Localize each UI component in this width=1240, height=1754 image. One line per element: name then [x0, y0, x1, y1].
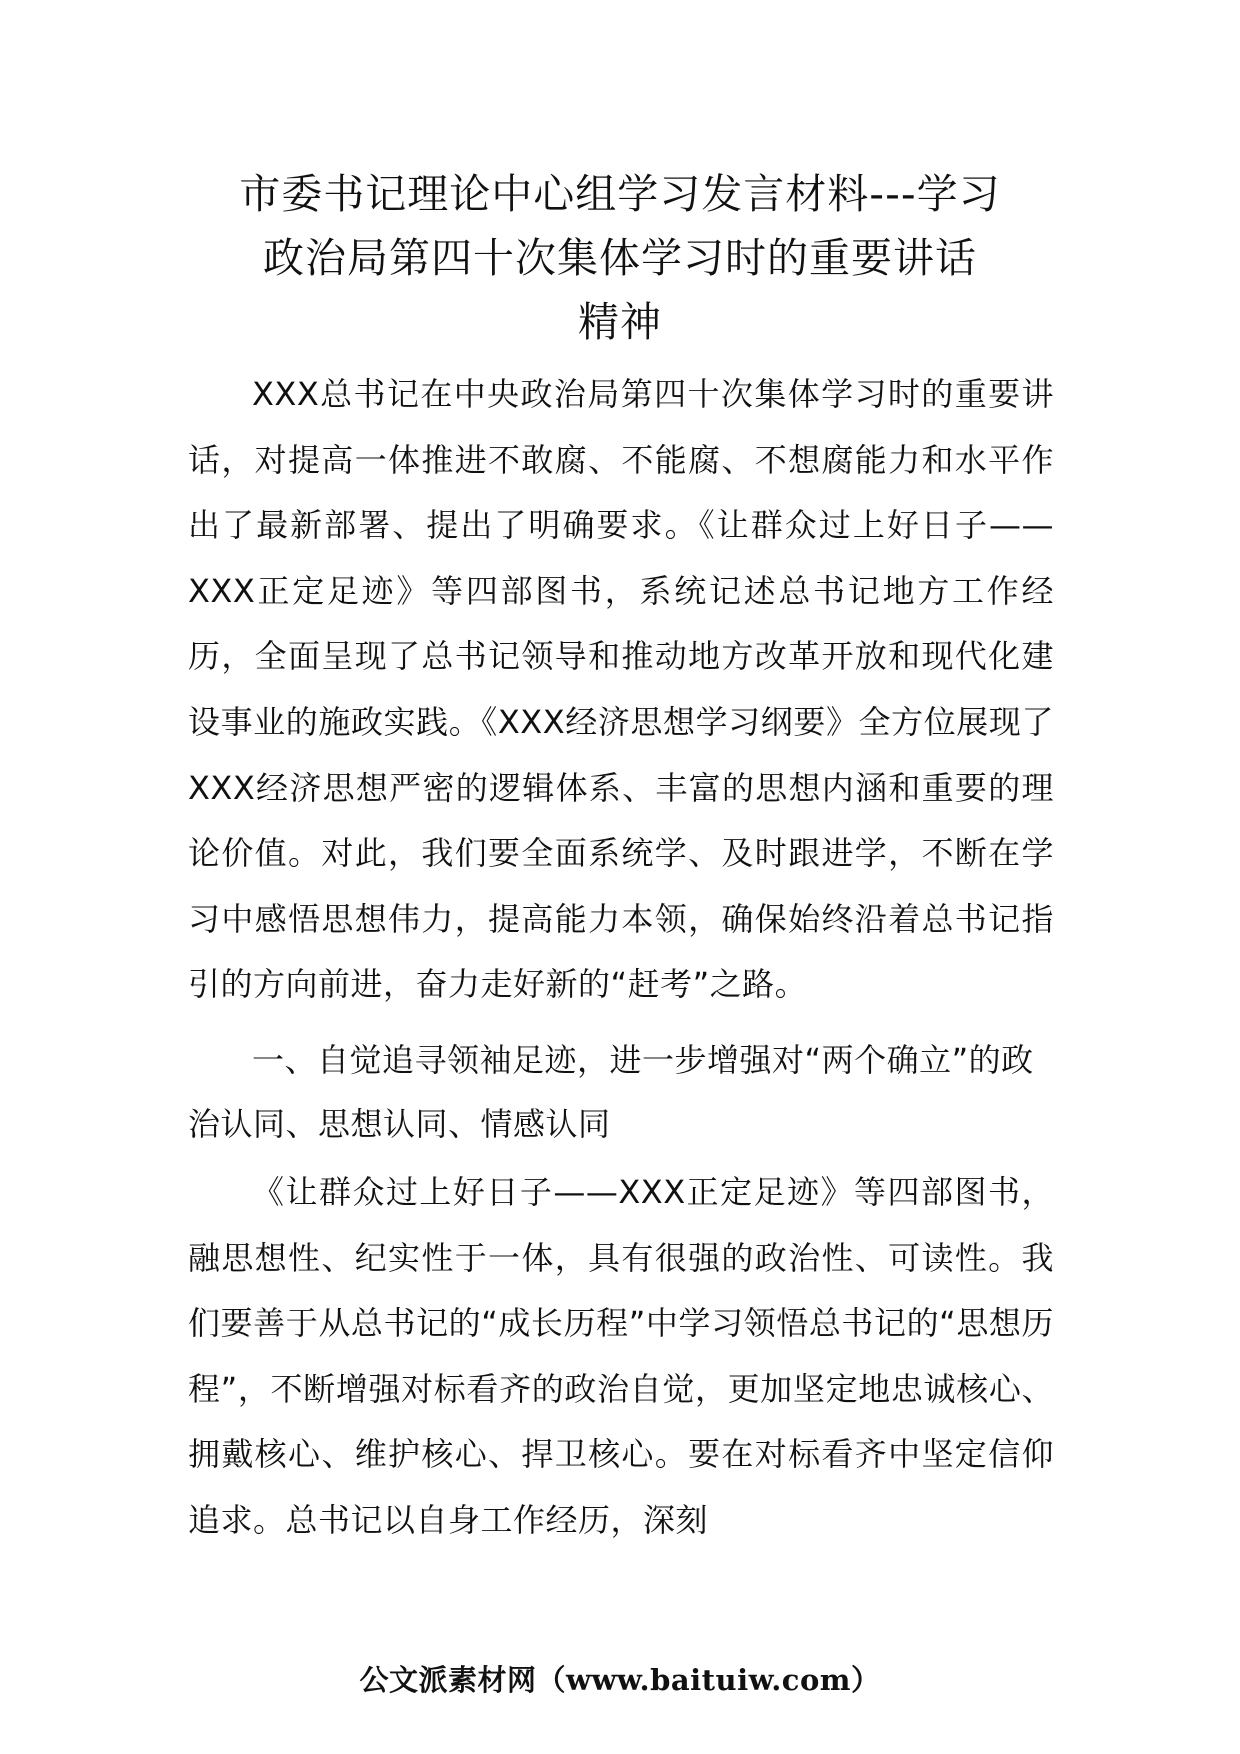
title-line-1: 市委书记理论中心组学习发言材料---学习 — [239, 170, 1001, 218]
section-paragraph: 《让群众过上好日子——XXX正定足迹》等四部图书，融思想性、纪实性于一体，具有很强的政治性、可读性。我们要善于从总书记的“成长历程”中学习领悟总书记的“思想历程”，不断增强对标看齐的政治自觉，更加坚定地忠诚核心、拥戴核心、维护核心、捍卫核心。要在对标看齐中坚定信仰追求。总书记以自身工作经历，深刻 — [188, 1172, 1054, 1539]
title-line-2: 政治局第四十次集体学习时的重要讲话 — [263, 234, 977, 282]
document-body — [188, 362, 1054, 1554]
section-heading: 一、自觉追寻领袖足迹，进一步增强对“两个确立”的政治认同、思想认同、情感认同 — [188, 1040, 1034, 1143]
title-line-3: 精神 — [578, 298, 662, 346]
document-title — [180, 162, 1060, 354]
intro-paragraph: XXX总书记在中央政治局第四十次集体学习时的重要讲话，对提高一体推进不敢腐、不能腐、不想腐能力和水平作出了最新部署、提出了明确要求。《让群众过上好日子——XXX正定足迹》等四部图书，系统记述总书记地方工作经历，全面呈现了总书记领导和推动地方改革开放和现代化建设事业的施政实践。《XXX经济思想学习纲要》全方位展现了XXX经济思想严密的逻辑体系、丰富的思想内涵和重要的理论价值。对此，我们要全面系统学、及时跟进学，不断在学习中感悟思想伟力，提高能力本领，确保始终沿着总书记指引的方向前进，奋力走好新的“赶考”之路。 — [188, 375, 1054, 1004]
footer-watermark: 公文派素材网（www.baituiw.com） — [359, 1663, 881, 1697]
